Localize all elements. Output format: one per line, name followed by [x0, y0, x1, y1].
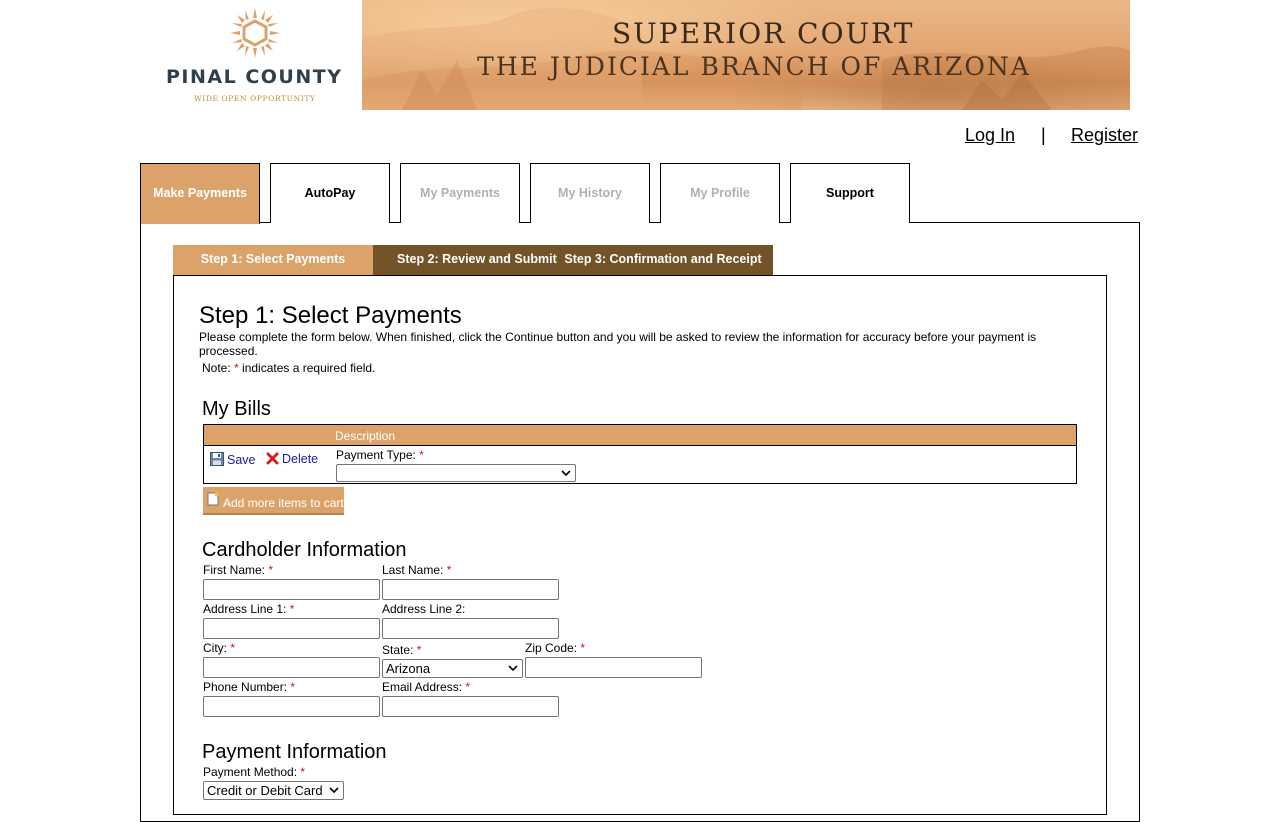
sun-emblem-icon — [230, 8, 280, 58]
last-name-label-text: Last Name: — [382, 563, 444, 577]
state-value: Arizona — [386, 661, 431, 676]
address1-label — [203, 602, 294, 616]
payment-type-label — [336, 448, 424, 462]
logo-title: PINAL COUNTY — [166, 66, 343, 88]
required-star: * — [580, 641, 586, 655]
zip-field[interactable] — [525, 657, 702, 678]
delete-x-icon — [266, 452, 279, 465]
step-3-tab: Step 3: Confirmation and Receipt — [564, 252, 762, 266]
column-description: Description — [335, 429, 396, 443]
required-note — [202, 361, 375, 375]
logo-tagline: WIDE OPEN OPPORTUNITY — [194, 94, 316, 103]
last-name-label — [382, 563, 451, 577]
payment-method-label — [203, 765, 305, 779]
login-link[interactable]: Log In — [965, 125, 1016, 145]
address1-field[interactable] — [203, 618, 380, 639]
city-field[interactable] — [203, 657, 380, 678]
city-label — [203, 641, 235, 655]
city-label-text: City: — [203, 641, 227, 655]
page-title: Step 1: Select Payments — [199, 302, 462, 329]
payment-method-select[interactable] — [203, 781, 344, 800]
step-tabs — [173, 245, 773, 275]
add-items-button[interactable] — [203, 487, 344, 515]
chevron-down-icon — [561, 468, 571, 478]
state-select[interactable] — [382, 659, 523, 678]
court-subtitle: THE JUDICIAL BRANCH OF ARIZONA — [477, 52, 1031, 81]
chevron-down-icon — [508, 663, 518, 673]
register-link[interactable]: Register — [1071, 125, 1139, 145]
first-name-field[interactable] — [203, 579, 380, 600]
address2-label: Address Line 2: — [382, 602, 466, 616]
state-label — [382, 643, 421, 657]
required-star: * — [300, 765, 306, 779]
required-star: * — [230, 641, 236, 655]
required-star: * — [419, 448, 424, 462]
first-name-label — [203, 563, 273, 577]
auth-links — [0, 125, 1280, 149]
bills-table — [203, 424, 1077, 484]
required-star: * — [446, 563, 452, 577]
zip-label-text: Zip Code: — [525, 641, 578, 655]
tab-my-profile[interactable]: My Profile — [660, 163, 780, 223]
payment-type-label-text: Payment Type: — [336, 448, 416, 462]
chevron-down-icon — [329, 785, 339, 795]
required-star: * — [289, 602, 295, 616]
note-star: * — [234, 361, 239, 375]
delete-label: Delete — [282, 452, 319, 466]
cardholder-heading: Cardholder Information — [202, 539, 407, 561]
canyon-banner-image — [362, 0, 1130, 110]
save-label: Save — [227, 453, 256, 467]
floppy-disk-icon — [210, 452, 224, 466]
tab-autopay[interactable]: AutoPay — [270, 163, 390, 223]
last-name-field[interactable] — [382, 579, 559, 600]
phone-field[interactable] — [203, 696, 380, 717]
phone-label — [203, 680, 295, 694]
note-suffix: indicates a required field. — [238, 361, 376, 375]
note-prefix: Note: — [202, 361, 235, 375]
payment-method-label-text: Payment Method: — [203, 765, 298, 779]
bills-table-header — [204, 425, 1076, 446]
email-field[interactable] — [382, 696, 559, 717]
my-bills-heading: My Bills — [202, 398, 271, 420]
step-2-label: Step 2: Review and Submit — [397, 252, 557, 266]
address1-label-text: Address Line 1: — [203, 602, 287, 616]
email-label-text: Email Address: — [382, 680, 463, 694]
court-title: SUPERIOR COURT — [612, 17, 915, 50]
add-items-label: Add more items to cart — [223, 496, 344, 510]
first-name-label-text: First Name: — [203, 563, 266, 577]
phone-label-text: Phone Number: — [203, 680, 288, 694]
required-star: * — [290, 680, 296, 694]
payment-method-value: Credit or Debit Card — [207, 783, 323, 798]
payment-type-select[interactable] — [336, 464, 576, 482]
tab-my-payments[interactable]: My Payments — [400, 163, 520, 223]
required-star: * — [465, 680, 471, 694]
new-document-icon — [207, 492, 219, 506]
page-intro: Please complete the form below. When finished, click the Continue button and you will be asked to review the information for accuracy before your payment is processed. — [199, 330, 1037, 358]
address2-field[interactable] — [382, 618, 559, 639]
required-star: * — [416, 643, 422, 657]
save-button[interactable] — [210, 452, 256, 467]
tab-make-payments[interactable]: Make Payments — [140, 163, 260, 224]
required-star: * — [268, 563, 274, 577]
site-banner — [162, 0, 1130, 110]
tab-support[interactable]: Support — [790, 163, 910, 223]
delete-button[interactable] — [266, 452, 318, 466]
step-1-tab: Step 1: Select Payments — [173, 245, 373, 275]
auth-separator: | — [1041, 125, 1046, 145]
tab-my-history[interactable]: My History — [530, 163, 650, 223]
payment-heading: Payment Information — [202, 741, 387, 763]
pinal-county-logo[interactable] — [162, 0, 362, 110]
zip-label — [525, 641, 585, 655]
state-label-text: State: — [382, 643, 414, 657]
email-label — [382, 680, 470, 694]
